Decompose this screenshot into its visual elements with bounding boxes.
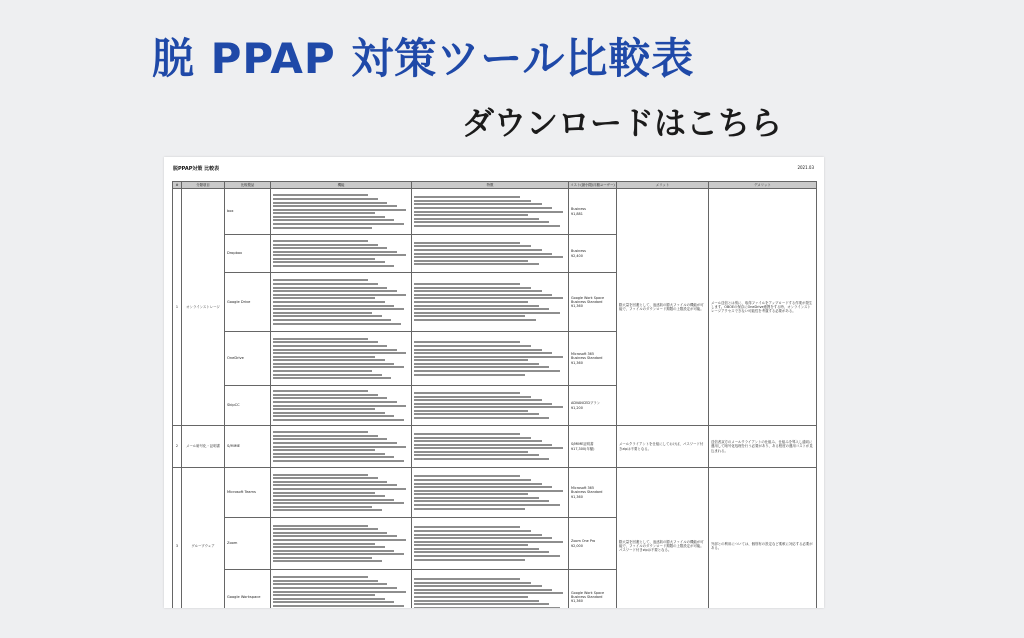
features-cell bbox=[271, 235, 412, 273]
characteristics-cell bbox=[412, 570, 569, 609]
text-lines bbox=[273, 240, 409, 267]
text-lines bbox=[273, 474, 409, 512]
product-name: Microsoft Teams bbox=[225, 468, 271, 518]
table-row bbox=[173, 468, 817, 518]
characteristics-cell bbox=[412, 518, 569, 570]
text-lines bbox=[273, 194, 409, 228]
price-cell: Business ¥1,881 bbox=[569, 189, 617, 235]
price-cell: Zoom One Pro ¥2,000 bbox=[569, 518, 617, 570]
product-name: Dropbox bbox=[225, 235, 271, 273]
text-lines bbox=[273, 431, 409, 462]
table-header-row bbox=[173, 182, 817, 189]
product-name: Google Drive bbox=[225, 273, 271, 332]
row-number: 1 bbox=[173, 189, 182, 426]
characteristics-cell bbox=[412, 426, 569, 468]
text-lines bbox=[414, 392, 566, 419]
features-cell bbox=[271, 518, 412, 570]
price-cell: S/MIME証明書 ¥17,300(年額) bbox=[569, 426, 617, 468]
demerit-cell: 送信者双方のメールクライアントの仕組み、仕組みを導入し適切に運用して暗号化処理を行う必要があり、ある程度の運用コストが見込まれる。 bbox=[709, 426, 817, 468]
price-cell: Business ¥2,400 bbox=[569, 235, 617, 273]
price-cell: ADVANCEDプラン ¥1,200 bbox=[569, 386, 617, 426]
product-name: Google Workspace bbox=[225, 570, 271, 609]
text-lines bbox=[273, 279, 409, 324]
product-name: box bbox=[225, 189, 271, 235]
document-title: 脱PPAP対策 比較表 bbox=[173, 166, 220, 172]
column-header: 分類項目 bbox=[182, 182, 225, 189]
characteristics-cell bbox=[412, 189, 569, 235]
category-cell: メール暗号化・証明書 bbox=[182, 426, 225, 468]
demerit-cell: メール送信とは別に、取得ファイルをアップロードする作業が発生します。OBOEの保存にOneDrive連携をする時、オンラインストレージアクセスできない可能性を考慮する必要がある。 bbox=[709, 189, 817, 426]
product-name: S/MIME bbox=[225, 426, 271, 468]
text-lines bbox=[414, 242, 566, 266]
column-header: メリット bbox=[617, 182, 709, 189]
text-lines bbox=[414, 341, 566, 375]
demerit-cell: 外部との利用については、個別有の設定など柔軟に対応する必要がある。 bbox=[709, 468, 817, 609]
text-lines bbox=[414, 283, 566, 321]
column-header: 特徴 bbox=[412, 182, 569, 189]
column-header: # bbox=[173, 182, 182, 189]
features-cell bbox=[271, 426, 412, 468]
product-name: OneDrive bbox=[225, 332, 271, 386]
text-lines bbox=[414, 196, 566, 227]
text-lines bbox=[273, 338, 409, 380]
characteristics-cell bbox=[412, 332, 569, 386]
price-cell: Microsoft 365 Business Standard ¥1,360 bbox=[569, 468, 617, 518]
download-link[interactable]: ダウンロードはこちら bbox=[462, 104, 783, 142]
category-cell: オンラインストレージ bbox=[182, 189, 225, 426]
characteristics-cell bbox=[412, 273, 569, 332]
comparison-document-preview[interactable] bbox=[164, 157, 824, 608]
features-cell bbox=[271, 332, 412, 386]
page-title: 脱 PPAP 対策ツール比較表 bbox=[152, 34, 695, 83]
features-cell bbox=[271, 570, 412, 609]
row-number: 2 bbox=[173, 426, 182, 468]
column-header: デメリット bbox=[709, 182, 817, 189]
text-lines bbox=[273, 390, 409, 421]
text-lines bbox=[414, 433, 566, 460]
characteristics-cell bbox=[412, 386, 569, 426]
product-name: SkipCC bbox=[225, 386, 271, 426]
column-header: 比較製品 bbox=[225, 182, 271, 189]
table-row bbox=[173, 426, 817, 468]
merit-cell: 膨大量を回避として、迷惑妨の膨大ファイルの機能が可能で、ファイルのダウンロード期限の上限設定が可能。 bbox=[617, 189, 709, 426]
text-lines bbox=[414, 578, 566, 608]
characteristics-cell bbox=[412, 468, 569, 518]
text-lines bbox=[273, 576, 409, 608]
merit-cell: メールクライアントを仕組にしておけば、パスワード付きzipは不要となる。 bbox=[617, 426, 709, 468]
text-lines bbox=[414, 475, 566, 509]
comparison-table bbox=[172, 181, 817, 608]
product-name: Zoom bbox=[225, 518, 271, 570]
price-cell: Google Work Space Business Standard ¥1,360 bbox=[569, 570, 617, 609]
price-cell: Google Work Space Business Standard ¥1,360 bbox=[569, 273, 617, 332]
category-cell: グループウェア bbox=[182, 468, 225, 609]
features-cell bbox=[271, 189, 412, 235]
document-date: 2021.03 bbox=[797, 165, 814, 170]
merit-cell: 膨大量を回避として、迷惑妨の膨大ファイルの機能が可能で、ファイルのダウンロード期限の上限設定が可能。パスワード付きzipは不要となる。 bbox=[617, 468, 709, 609]
features-cell bbox=[271, 386, 412, 426]
column-header: コスト(最小限/月額ユーザー) bbox=[570, 182, 615, 187]
features-cell bbox=[271, 468, 412, 518]
price-cell: Microsoft 365 Business Standard ¥1,360 bbox=[569, 332, 617, 386]
text-lines bbox=[273, 525, 409, 563]
column-header: 機能 bbox=[271, 182, 412, 189]
row-number: 3 bbox=[173, 468, 182, 609]
text-lines bbox=[414, 526, 566, 560]
features-cell bbox=[271, 273, 412, 332]
characteristics-cell bbox=[412, 235, 569, 273]
table-row bbox=[173, 189, 817, 235]
